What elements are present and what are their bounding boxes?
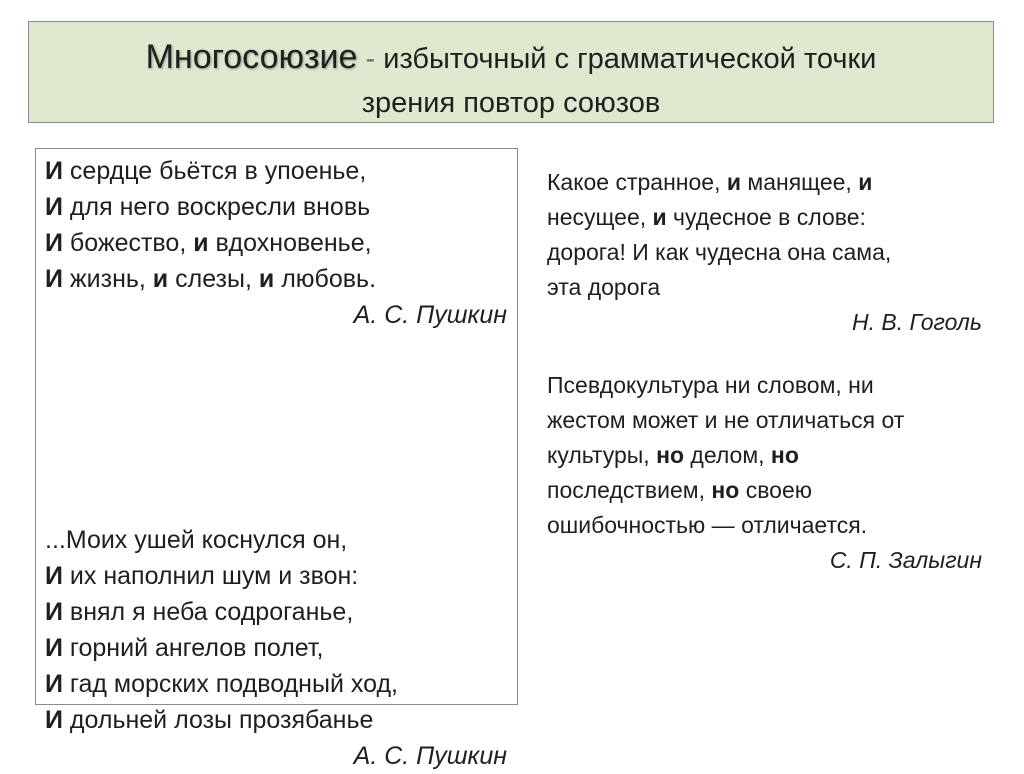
- text-line: [45, 153, 507, 189]
- conjunction-emphasis: И: [45, 229, 63, 257]
- text-segment: чудесное в слове:: [666, 204, 866, 230]
- text-segment: эта дорога: [547, 274, 661, 300]
- text-segment: Псевдокультура ни словом, ни: [547, 372, 874, 398]
- text-segment: культуры,: [547, 442, 657, 468]
- text-line: [547, 235, 982, 270]
- text-line: [45, 558, 507, 594]
- poem-1-author: А. С. Пушкин: [353, 301, 507, 329]
- text-segment: Какое странное,: [547, 169, 727, 195]
- text-segment: дорога! И как чудесна она сама,: [547, 239, 892, 265]
- conjunction-emphasis: но: [656, 442, 685, 468]
- conjunction-emphasis: и: [858, 169, 873, 195]
- text-segment: ошибочностью — отличается.: [547, 512, 868, 538]
- conjunction-emphasis: и: [726, 169, 742, 195]
- conjunction-emphasis: И: [45, 562, 63, 590]
- text-segment: их наполнил шум и звон:: [62, 562, 359, 590]
- text-segment: своею: [739, 477, 812, 503]
- conjunction-emphasis: И: [45, 634, 63, 662]
- conjunction-emphasis: И: [45, 670, 63, 698]
- text-line: [547, 508, 982, 543]
- text-line: [547, 473, 982, 508]
- conjunction-emphasis: И: [45, 265, 63, 293]
- text-line: [547, 438, 982, 473]
- poem-2-author: А. С. Пушкин: [353, 742, 507, 770]
- text-segment: жестом может и не отличаться от: [547, 407, 905, 433]
- conjunction-emphasis: но: [770, 442, 799, 468]
- text-segment: горний ангелов полет,: [62, 634, 324, 662]
- text-line: [45, 522, 507, 558]
- text-segment: слезы,: [168, 265, 259, 293]
- text-segment: делом,: [684, 442, 771, 468]
- conjunction-emphasis: И: [45, 598, 63, 626]
- title-banner: [28, 21, 994, 123]
- text-segment: ...Моих ушей коснулся он,: [45, 526, 348, 554]
- text-line: [547, 200, 982, 235]
- prose-quote-1: [547, 165, 982, 340]
- conjunction-emphasis: и: [258, 265, 275, 293]
- quote-2-lines: [547, 368, 982, 543]
- text-line: [45, 189, 507, 225]
- conjunction-emphasis: но: [711, 477, 740, 503]
- text-line: [45, 666, 507, 702]
- title-line-1: [29, 38, 993, 78]
- text-segment: жизнь,: [62, 265, 153, 293]
- poem-1-lines: [45, 153, 507, 297]
- prose-quote-2: [547, 368, 982, 578]
- text-line: [45, 630, 507, 666]
- title-dash: -: [357, 43, 384, 75]
- conjunction-emphasis: и: [193, 229, 209, 257]
- poem-2-lines: [45, 522, 507, 738]
- poem-1: [45, 153, 507, 333]
- text-segment: гад морских подводный ход,: [62, 670, 398, 698]
- quote-1-author: Н. В. Гоголь: [852, 309, 982, 335]
- text-line: [45, 261, 507, 297]
- text-line: [45, 225, 507, 261]
- title-definition-start: избыточный с грамматической точки: [383, 43, 877, 75]
- text-segment: манящее,: [741, 169, 859, 195]
- conjunction-emphasis: и: [152, 265, 169, 293]
- text-segment: для него воскресли вновь: [62, 193, 371, 221]
- conjunction-emphasis: и: [652, 204, 667, 230]
- text-line: [45, 702, 507, 738]
- text-segment: дольней лозы прозябанье: [62, 706, 374, 734]
- text-line: [547, 165, 982, 200]
- text-line: [45, 594, 507, 630]
- poem-examples-box: [35, 148, 518, 770]
- text-line: [547, 270, 982, 305]
- conjunction-emphasis: И: [45, 193, 63, 221]
- quote-1-lines: [547, 165, 982, 305]
- conjunction-emphasis: И: [45, 706, 63, 734]
- conjunction-emphasis: И: [45, 157, 63, 185]
- text-segment: любовь.: [274, 265, 377, 293]
- text-line: [547, 403, 982, 438]
- title-line-2: зрения повтор союзов: [361, 87, 661, 119]
- text-segment: божество,: [62, 229, 194, 257]
- poem-2: [45, 522, 507, 774]
- text-segment: сердце бьётся в упоенье,: [62, 157, 367, 185]
- text-segment: вдохновенье,: [208, 229, 372, 257]
- text-segment: несущее,: [547, 204, 653, 230]
- text-line: [547, 368, 982, 403]
- quote-2-author: С. П. Залыгин: [829, 547, 982, 573]
- text-segment: внял я неба содроганье,: [62, 598, 354, 626]
- title-term: Многосоюзие: [145, 38, 358, 76]
- text-segment: последствием,: [547, 477, 712, 503]
